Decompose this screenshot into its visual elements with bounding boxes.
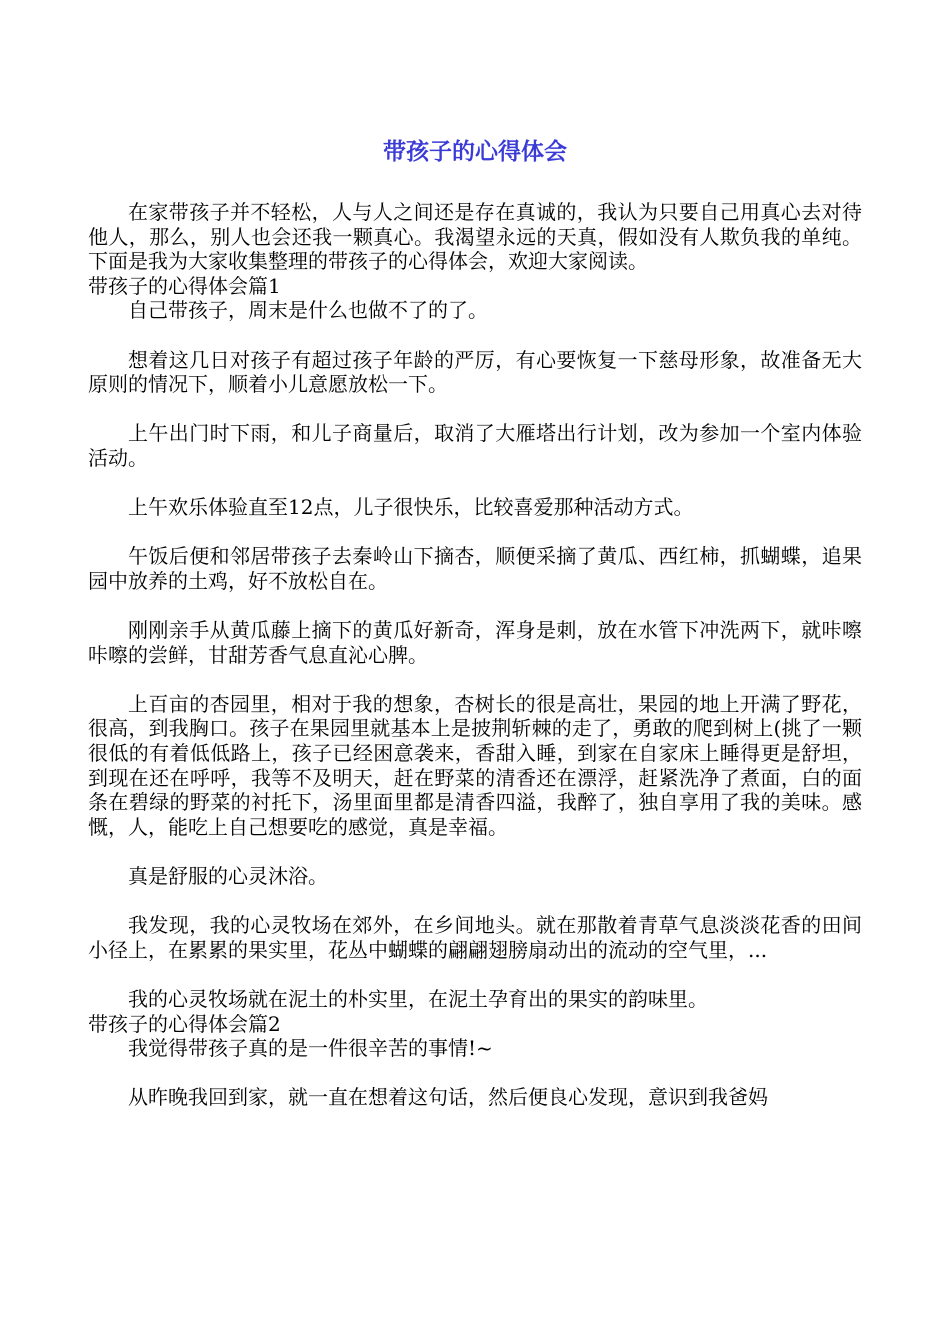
paragraph: 我觉得带孩子真的是一件很辛苦的事情!~ (128, 1036, 493, 1061)
paragraph: 刚刚亲手从黄瓜藤上摘下的黄瓜好新奇，浑身是刺，放在水管下冲洗两下，就咔嚓咔嚓的尝鲜，甘甜芳香气息直沁心脾。 (88, 618, 862, 667)
document-title: 带孩子的心得体会 (383, 139, 567, 165)
paragraph: 午饭后便和邻居带孩子去秦岭山下摘杏，顺便采摘了黄瓜、西红柿，抓蝴蝶，追果园中放养的土鸡，好不放松自在。 (88, 544, 862, 593)
paragraph: 自己带孩子，周末是什么也做不了的了。 (128, 298, 488, 323)
document-body (88, 200, 862, 1110)
paragraph: 上午出门时下雨，和儿子商量后，取消了大雁塔出行计划，改为参加一个室内体验活动。 (88, 421, 862, 470)
section-heading-1: 带孩子的心得体会篇1 (88, 273, 281, 298)
paragraph: 从昨晚我回到家，就一直在想着这句话，然后便良心发现，意识到我爸妈 (128, 1085, 768, 1110)
paragraph: 真是舒服的心灵沐浴。 (128, 864, 328, 889)
paragraph: 上午欢乐体验直至12点，儿子很快乐，比较喜爱那种活动方式。 (128, 495, 694, 520)
paragraph: 我的心灵牧场就在泥土的朴实里，在泥土孕育出的果实的韵味里。 (128, 987, 708, 1011)
paragraph: 我发现，我的心灵牧场在郊外，在乡间地头。就在那散着青草气息淡淡花香的田间小径上，在累累的果实里，花丛中蝴蝶的翩翩翅膀扇动出的流动的空气里，... (88, 913, 862, 962)
document-page (88, 0, 862, 1344)
section-heading-2: 带孩子的心得体会篇2 (88, 1011, 281, 1036)
paragraph: 上百亩的杏园里，相对于我的想象，杏树长的很是高壮，果园的地上开满了野花，很高，到我胸口。孩子在果园里就基本上是披荆斩棘的走了，勇敢的爬到树上(挑了一颗很低的有着低低路上，孩子已经困意袭来，香甜入睡，到家在自家床上睡得更是舒坦，到现在还在呼呼，我等不及明天，赶在野菜的清香还在漂浮，赶紧洗净了煮面，白的面条在碧绿的野菜的衬托下，汤里面里都是清香四溢，我醉了，独自享用了我的美味。感慨，人，能吃上自己想要吃的感觉，真是幸福。 (88, 691, 862, 839)
intro-paragraph: 在家带孩子并不轻松，人与人之间还是存在真诚的，我认为只要自己用真心去对待他人，那么，别人也会还我一颗真心。我渴望永远的天真，假如没有人欺负我的单纯。下面是我为大家收集整理的带孩子的心得体会，欢迎大家阅读。 (88, 200, 862, 274)
paragraph: 想着这几日对孩子有超过孩子年龄的严厉，有心要恢复一下慈母形象，故准备无大原则的情况下，顺着小儿意愿放松一下。 (88, 347, 862, 397)
